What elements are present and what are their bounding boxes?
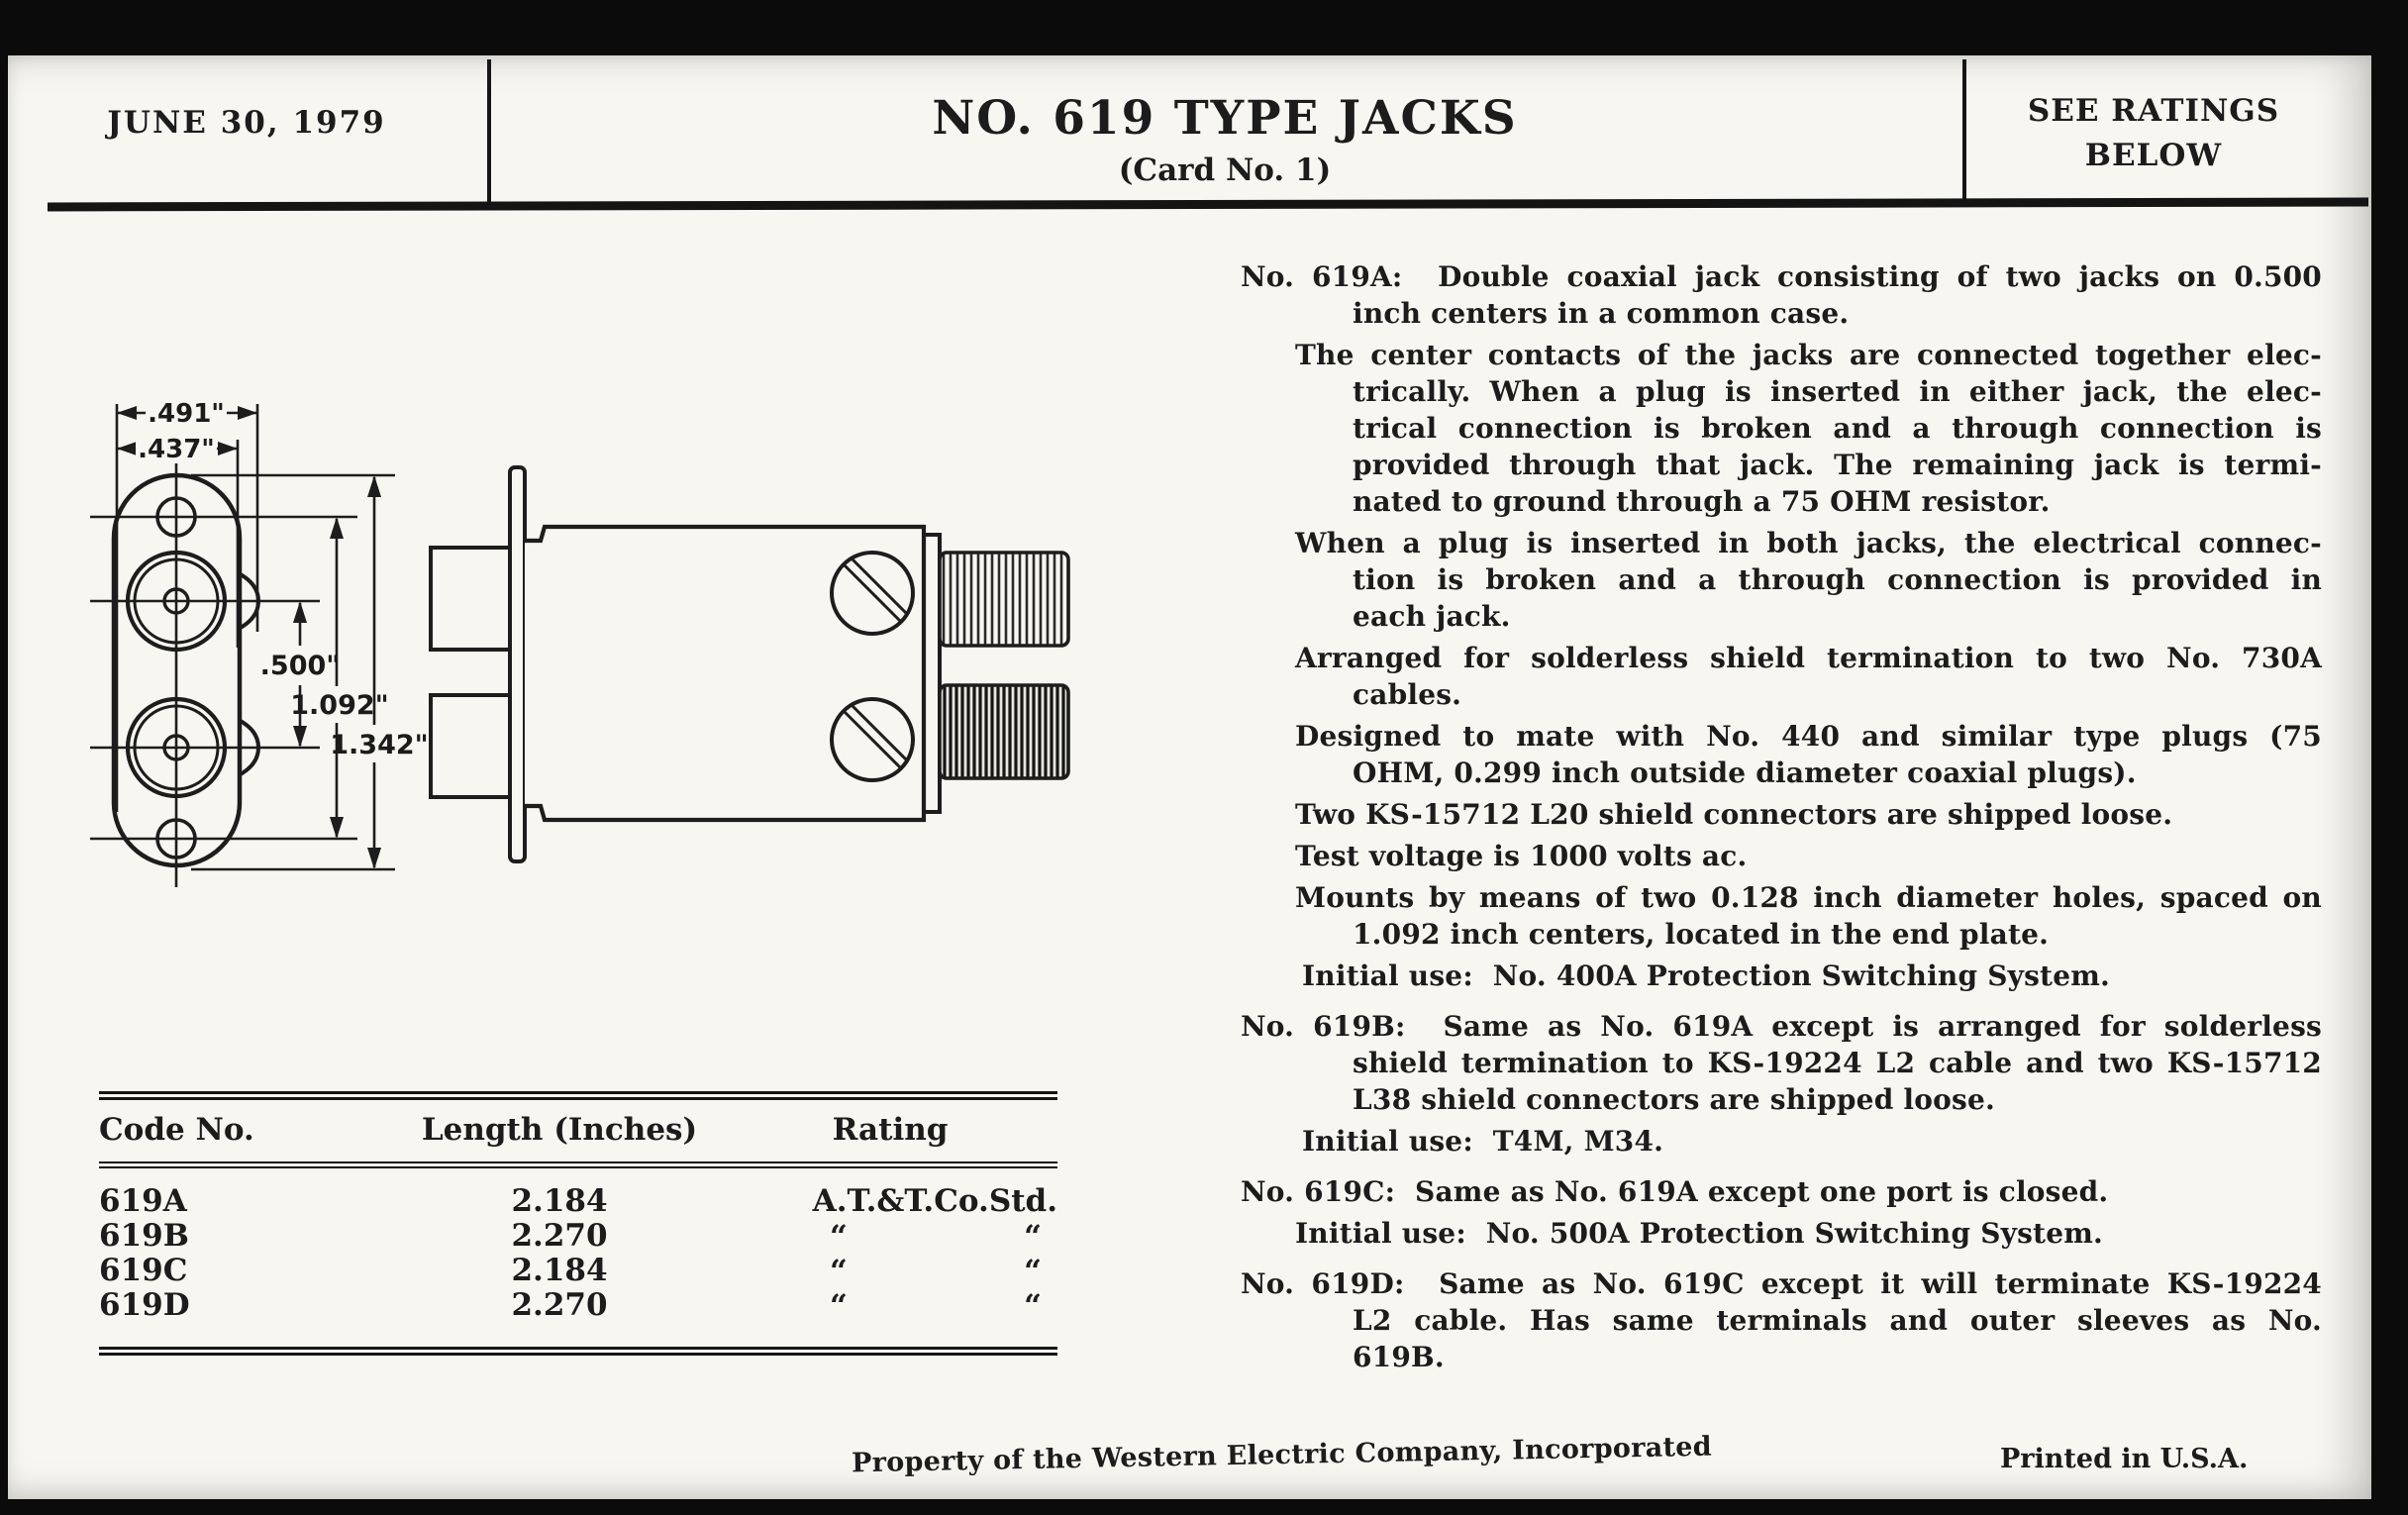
dim-label-500: .500": [259, 651, 341, 681]
lower-rear-port: [431, 695, 512, 797]
spec-line: Initial use: No. 500A Protection Switching System.: [1295, 1217, 2103, 1250]
ditto-marks: [830, 1253, 1042, 1289]
arrow-down-500: [293, 726, 307, 748]
ditto-mark: “: [830, 1218, 848, 1255]
dim-label-437: .437": [138, 435, 215, 464]
dimensions: [117, 398, 381, 869]
spec-line: 619B.: [1353, 1341, 1445, 1373]
code-no-cell: 619C: [99, 1253, 188, 1288]
spec-paragraph: [1241, 796, 2322, 833]
jack-drawing-svg: [74, 376, 1154, 911]
col-header-rating: Rating: [723, 1096, 1057, 1165]
document-page: [8, 55, 2371, 1499]
rating-cell: [723, 1219, 1057, 1254]
header-title-cell: [487, 93, 1962, 188]
code-no-cell: 619D: [99, 1287, 190, 1323]
spec-paragraph: [1241, 640, 2322, 713]
front-plate: [924, 535, 940, 812]
spec-line: inch centers in a common case.: [1353, 297, 1850, 330]
rating-cell: [723, 1254, 1057, 1288]
spec-paragraph: [1241, 1265, 2322, 1375]
spec-paragraph: [1241, 958, 2322, 994]
spec-paragraph: [1241, 1123, 2322, 1160]
spec-line: trically. When a plug is inserted in either jack, the elec-: [1353, 375, 2322, 408]
length-cell: 2.184: [511, 1253, 608, 1288]
spec-line: The center contacts of the jacks are connected together elec-: [1295, 339, 2322, 371]
spec-paragraph: [1241, 838, 2322, 874]
property-notice: Property of the Western Electric Company, Incorporated: [851, 1431, 1713, 1479]
spec-line: nated to ground through a 75 OHM resistor.: [1353, 485, 2051, 518]
spec-column: [1241, 253, 2322, 1375]
ditto-mark: “: [830, 1253, 848, 1289]
spec-line: L2 cable. Has same terminals and outer sleeves as No.: [1353, 1304, 2322, 1337]
table-row: [99, 1254, 1057, 1288]
arrow-right-491: [238, 406, 257, 420]
ratings-note: [1962, 89, 2345, 178]
technical-drawing: [74, 376, 1154, 911]
col-header-length: Length (Inches): [396, 1096, 723, 1165]
ditto-mark: “: [830, 1287, 848, 1324]
code-no-cell: 619A: [99, 1183, 187, 1219]
table-row: [99, 1165, 1057, 1220]
side-view: [431, 467, 1068, 861]
spec-line: No. 619D: Same as No. 619C except it will terminate KS-19224: [1241, 1267, 2322, 1300]
spec-line: trical connection is broken and a through connection is: [1353, 412, 2322, 445]
ditto-mark: “: [1024, 1253, 1042, 1289]
dim-label-1342: 1.342": [330, 730, 429, 760]
ditto-marks: [830, 1287, 1042, 1324]
spec-paragraph: [1241, 337, 2322, 520]
ratings-table-body: [99, 1165, 1057, 1352]
page-subtitle: (Card No. 1): [1118, 152, 1332, 188]
page-title: NO. 619 TYPE JACKS: [932, 91, 1518, 146]
arrow-left-437: [117, 442, 137, 455]
spec-line: Designed to mate with No. 440 and similar type plugs (75: [1295, 720, 2322, 753]
code-no-cell: 619B: [99, 1218, 189, 1254]
header-rule: [48, 198, 2368, 212]
spec-paragraph: [1241, 1173, 2322, 1210]
dim-label-1092: 1.092": [290, 690, 389, 721]
upper-threaded-stud: [940, 553, 1068, 646]
issue-date: JUNE 30, 1979: [107, 105, 386, 141]
arrow-up-1092: [330, 517, 344, 539]
arrow-down-1342: [367, 848, 381, 869]
spec-paragraph: [1241, 1215, 2322, 1252]
ratings-note-line2: BELOW: [2084, 138, 2223, 173]
length-cell: 2.270: [511, 1287, 608, 1323]
upper-rear-port: [431, 548, 512, 650]
spec-line: 1.092 inch centers, located in the end plate.: [1353, 918, 2050, 951]
arrow-down-1092: [330, 817, 344, 839]
spec-line: cables.: [1353, 678, 1462, 711]
col-header-code: Code No.: [99, 1096, 396, 1165]
spec-line: Mounts by means of two 0.128 inch diameter holes, spaced on: [1295, 881, 2322, 914]
mounting-flange: [510, 467, 525, 861]
spec-line: Initial use: No. 400A Protection Switching System.: [1302, 960, 2110, 992]
length-cell: 2.184: [511, 1183, 608, 1219]
spec-line: Test voltage is 1000 volts ac.: [1295, 840, 1748, 872]
spec-line: shield termination to KS-19224 L2 cable and two KS-15712: [1353, 1047, 2322, 1079]
spec-line: No. 619C: Same as No. 619A except one port is closed.: [1241, 1175, 2109, 1208]
dim-label-491: .491": [148, 399, 225, 429]
spec-line: L38 shield connectors are shipped loose.: [1353, 1083, 1995, 1116]
spec-line: No. 619A: Double coaxial jack consisting of two jacks on 0.500: [1241, 260, 2322, 293]
spec-paragraph: [1241, 1008, 2322, 1118]
spec-line: Initial use: T4M, M34.: [1302, 1125, 1664, 1158]
lower-threaded-stud: [940, 685, 1068, 778]
ratings-note-line1: SEE RATINGS: [2027, 93, 2280, 129]
spec-paragraph: [1241, 879, 2322, 953]
spec-line: When a plug is inserted in both jacks, the electrical connec-: [1295, 527, 2322, 559]
printed-in-usa: Printed in U.S.A.: [2000, 1444, 2249, 1474]
end-view: [90, 452, 395, 887]
spec-line: No. 619B: Same as No. 619A except is arranged for solderless: [1241, 1010, 2322, 1043]
arrow-left-491: [117, 406, 137, 420]
spec-paragraph: [1241, 258, 2322, 332]
rating-cell: A.T.&T.Co.Std.: [812, 1183, 1057, 1219]
length-cell: 2.270: [511, 1218, 608, 1254]
spec-line: Two KS-15712 L20 shield connectors are shipped loose.: [1295, 798, 2173, 831]
spec-line: provided through that jack. The remaining jack is termi-: [1353, 449, 2322, 481]
spec-paragraph: [1241, 525, 2322, 635]
ditto-marks: [830, 1218, 1042, 1255]
spec-line: Arranged for solderless shield termination to two No. 730A: [1295, 642, 2322, 674]
ditto-mark: “: [1024, 1218, 1042, 1255]
spec-line: tion is broken and a through connection is provided in: [1353, 563, 2322, 596]
spec-line: each jack.: [1353, 600, 1511, 633]
ratings-table: [99, 1091, 1057, 1356]
ratings-table-wrap: [99, 1091, 1057, 1356]
arrow-right-437: [218, 442, 238, 455]
rating-cell: [723, 1288, 1057, 1352]
ditto-mark: “: [1024, 1287, 1042, 1324]
table-row: [99, 1219, 1057, 1254]
table-header-row: [99, 1096, 1057, 1165]
arrow-up-500: [293, 601, 307, 623]
arrow-up-1342: [367, 475, 381, 497]
table-row: [99, 1288, 1057, 1352]
spec-paragraph: [1241, 718, 2322, 791]
spec-line: OHM, 0.299 inch outside diameter coaxial plugs).: [1353, 757, 2137, 789]
